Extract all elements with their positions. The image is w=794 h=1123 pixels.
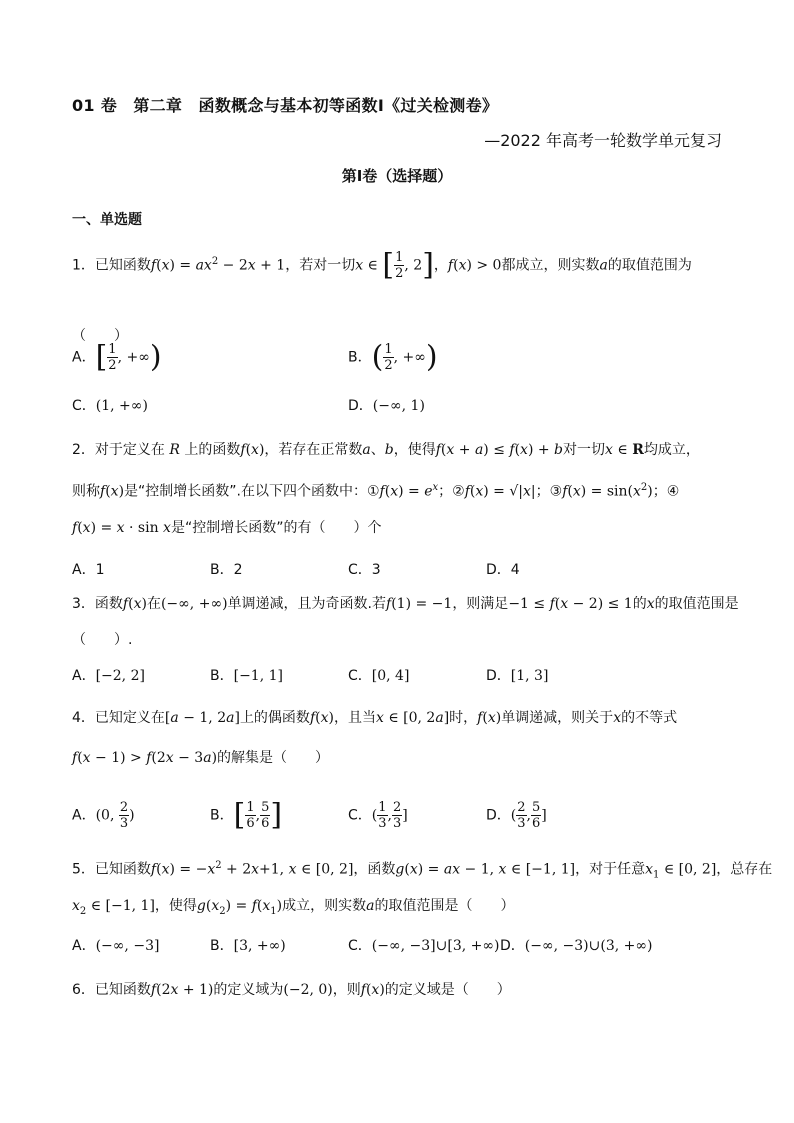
question-5-option-c: C．(−∞, −3]∪[3, +∞) (348, 938, 500, 954)
question-3-option-b: B．[−1, 1] (210, 668, 283, 684)
question-3-option-d: D．[1, 3] (486, 668, 549, 684)
question-2-option-a: A．1 (72, 562, 105, 578)
question-1-option-d: D．(−∞, 1) (348, 398, 425, 414)
question-2-stem-line-3: f(x) = x · sin x是“控制增长函数”的有（ ）个 (72, 520, 382, 536)
question-3-option-c: C．[0, 4] (348, 668, 410, 684)
section-heading: 一、单选题 (72, 212, 142, 228)
question-5-option-a: A．(−∞, −3] (72, 938, 160, 954)
question-1-option-a: A．[ $\frac{1}{2}$ , +∞) (72, 339, 162, 375)
question-5-option-d: D．(−∞, −3)∪(3, +∞) (500, 938, 653, 954)
question-1-stem: 1．已知函数$f(x) = ax^2 - 2x + 1$，若对一切x ∈ [ $\frac{1}{2}$ , 2]，f(x) > 0都成立，则实数a的取值范围为 (72, 247, 692, 283)
question-2-option-b: B．2 (210, 562, 243, 578)
question-2-option-c: C．3 (348, 562, 381, 578)
question-5-stem-line-2: $x_2$ ∈ [−1, 1]，使得$g(x_2) = f(x_1)$成立，则实数a的取值范围是（ ） (72, 898, 515, 917)
question-1-option-c: C．(1, +∞) (72, 398, 148, 414)
question-4-option-a: A．(0, $\frac{2}{3}$ ) (72, 800, 135, 831)
question-4-option-d: D．( $\frac{2}{3}$ , $\frac{5}{6}$ ] (486, 800, 547, 831)
question-4-stem-line-1: 4．已知定义在[a − 1, 2a]上的偶函数f(x)，且当x ∈ [0, 2a]时，f(x)单调递减，则关于x的不等式 (72, 710, 678, 726)
question-1-blank: （ ） (72, 328, 128, 344)
question-3-stem: 3．函数f(x)在(−∞, +∞)单调递减，且为奇函数.若f(1) = −1，则满足−1 ≤ f(x − 2) ≤ 1的x的取值范围是 (72, 596, 739, 612)
question-2-stem-line-1: 2．对于定义在 R 上的函数f(x)，若存在正常数a、b，使得f(x + a) ≤ f(x) + b对一切x ∈ R均成立， (72, 442, 700, 458)
question-2-option-d: D．4 (486, 562, 520, 578)
volume-heading: 第Ⅰ卷（选择题） (341, 167, 453, 185)
question-4-stem-line-2: f(x − 1) > f(2x − 3a)的解集是（ ） (72, 750, 330, 766)
question-1-option-b: B．( $\frac{1}{2}$ , +∞) (348, 339, 438, 375)
question-3-option-a: A．[−2, 2] (72, 668, 145, 684)
question-4-option-b: B．[ $\frac{1}{6}$ , $\frac{5}{6}$ ] (210, 797, 283, 833)
document-subtitle: —2022 年高考一轮数学单元复习 (484, 131, 722, 150)
question-5-option-b: B．[3, +∞) (210, 938, 286, 954)
question-6-stem: 6．已知函数f(2x + 1)的定义域为(−2, 0)，则f(x)的定义域是（ ） (72, 982, 511, 998)
question-5-stem-line-1: 5．已知函数$f(x) = -x^2 + 2x+1$, x ∈ [0, 2]，函数g(x) = ax − 1, x ∈ [−1, 1]，对于任意$x_1$ ∈ [0, 2]，总存在 (72, 860, 773, 881)
question-3-blank: （ ）. (72, 632, 133, 648)
document-title: 01 卷 第二章 函数概念与基本初等函数Ⅰ《过关检测卷》 (72, 96, 499, 115)
question-4-option-c: C．( $\frac{1}{3}$ , $\frac{2}{3}$ ] (348, 800, 408, 831)
question-2-stem-line-2: 则称f(x)是“控制增长函数”.在以下四个函数中：①f(x) = $e^x$；②f(x) = √|x|；③f(x) = $\sin(x^2)$；④ (72, 482, 680, 500)
